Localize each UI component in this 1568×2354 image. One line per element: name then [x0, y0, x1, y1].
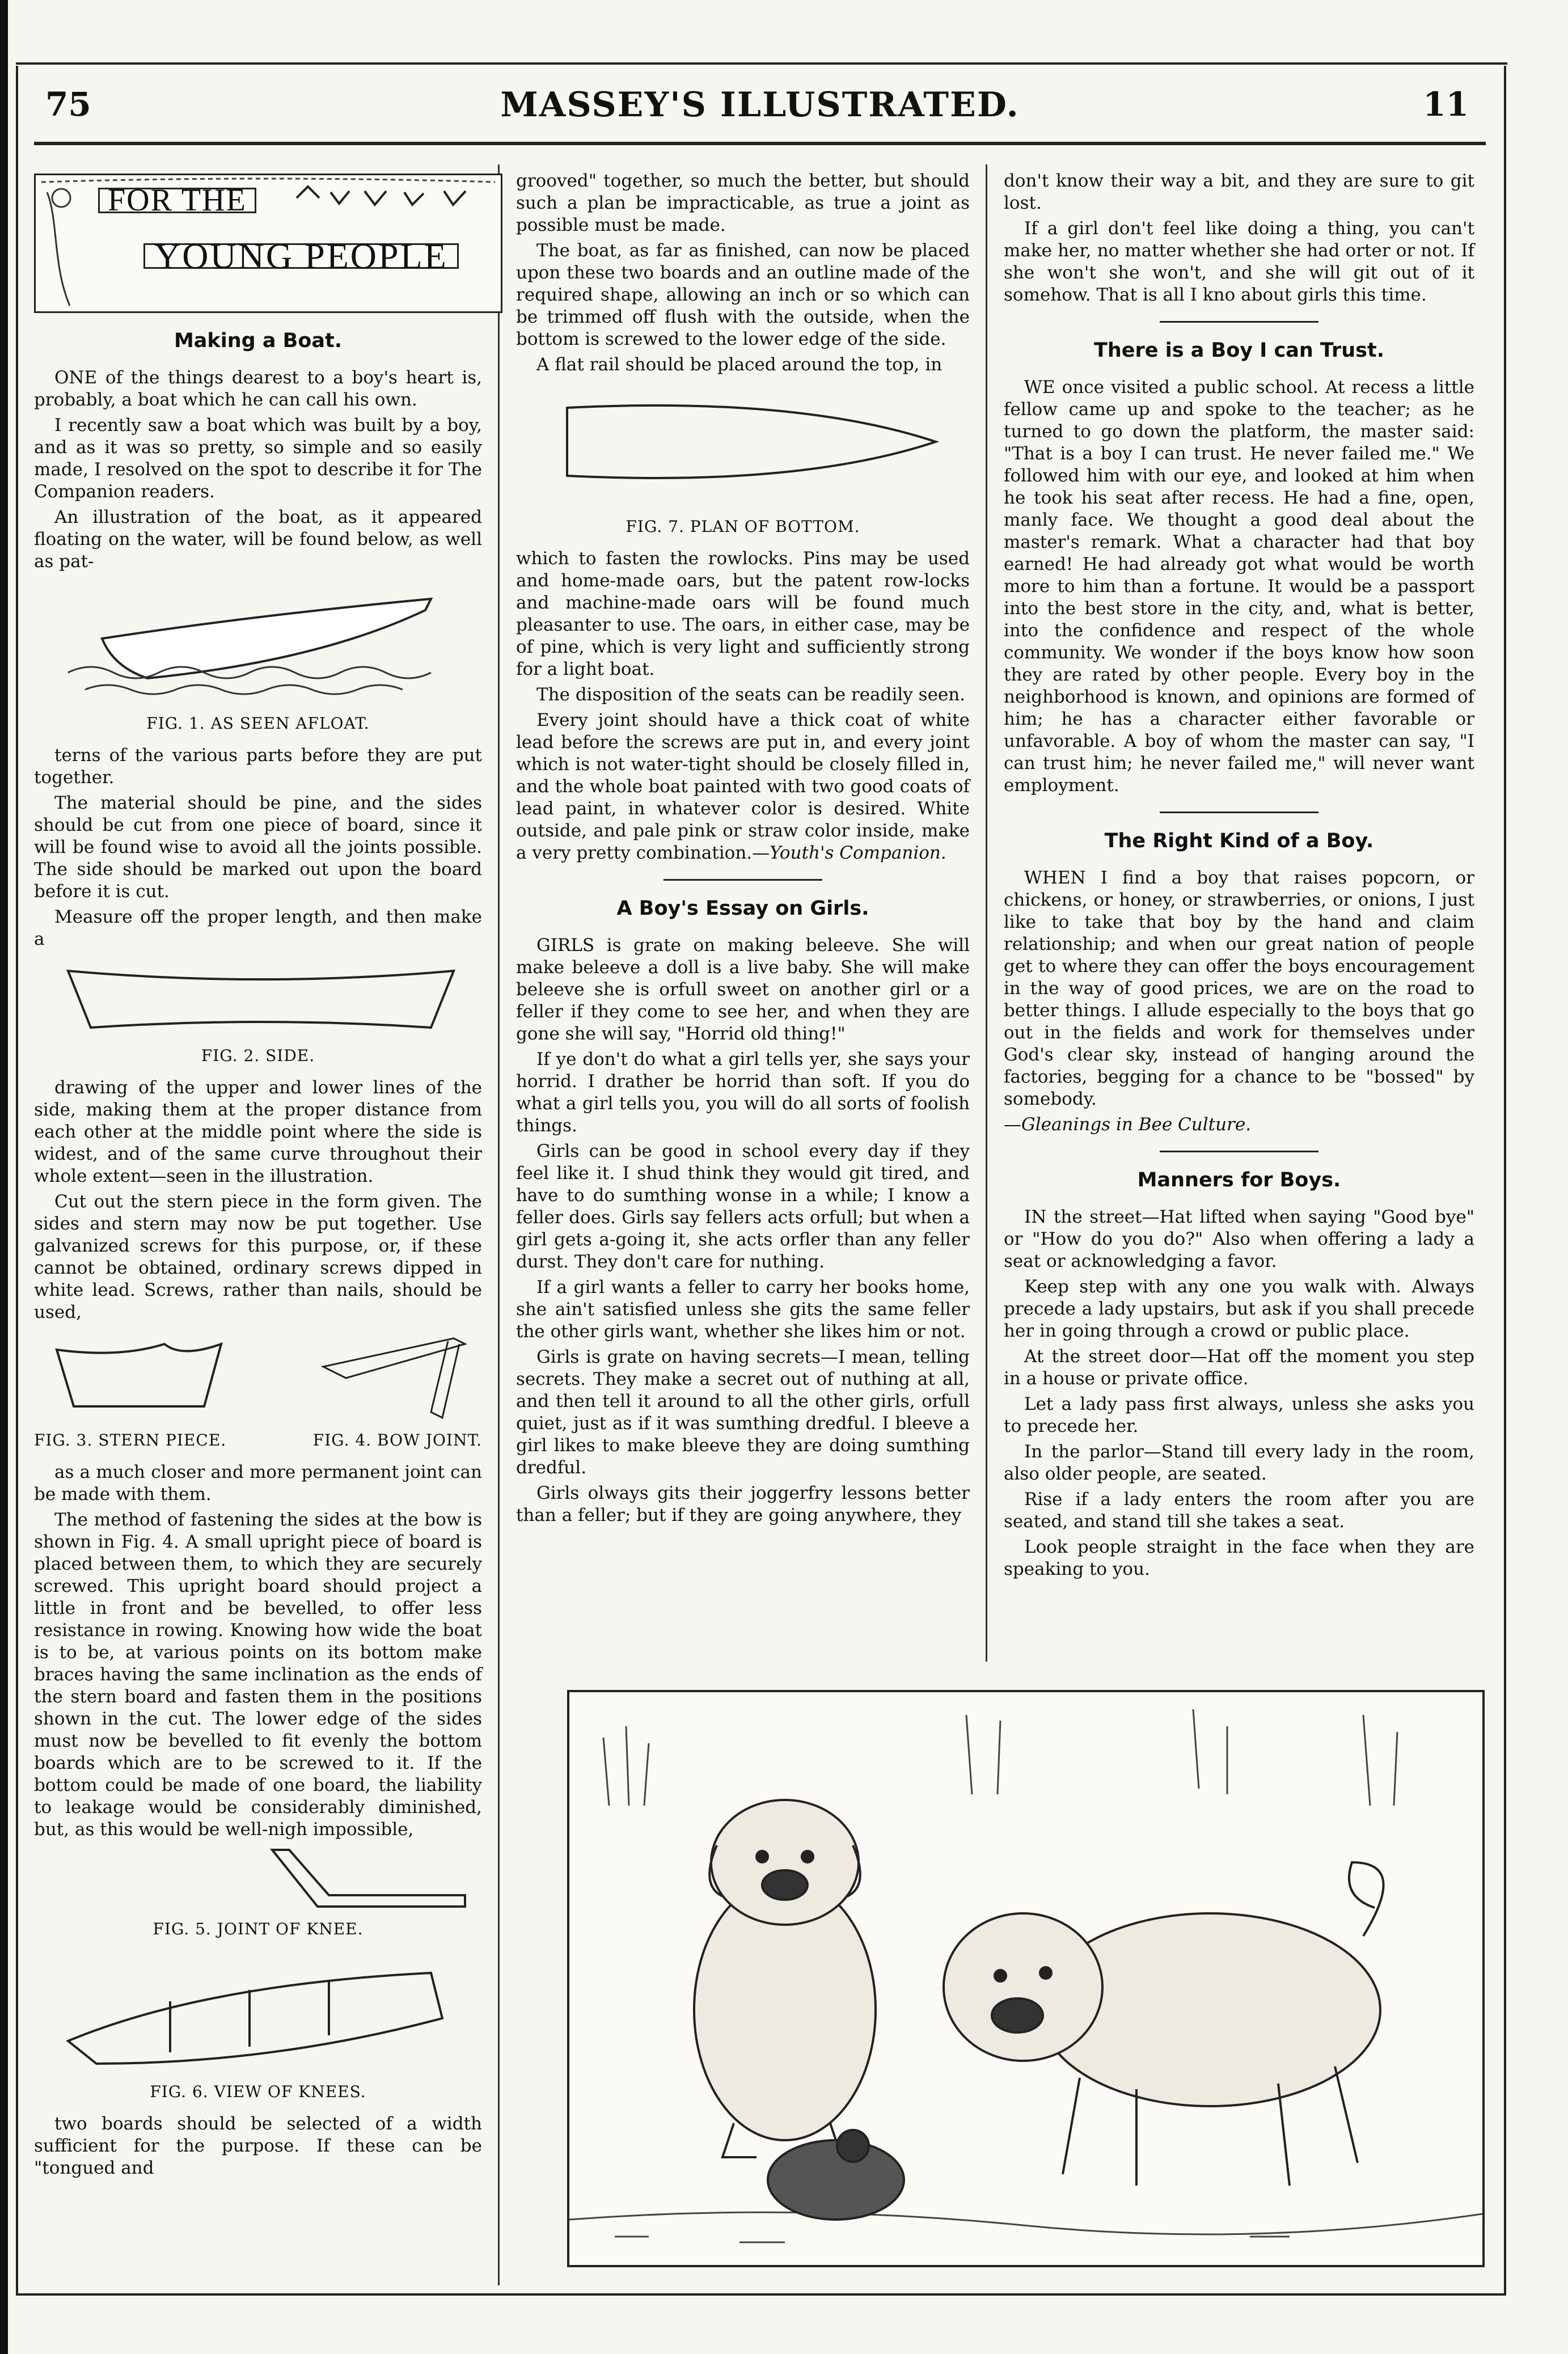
figure-caption: FIG. 4. BOW JOINT.	[312, 1431, 482, 1449]
paragraph: terns of the various parts before they are put together.	[34, 745, 482, 788]
banner-line-2: YOUNG PEOPLE	[143, 243, 459, 269]
binding-edge	[0, 0, 8, 2354]
source-credit: —Gleanings in Bee Culture.	[1004, 1114, 1252, 1135]
header-rule	[34, 142, 1486, 145]
paragraph: Measure off the proper length, and then make a	[34, 907, 482, 949]
article-heading: The Right Kind of a Boy.	[1104, 830, 1374, 852]
paragraph: The boat, as far as finished, can now be placed upon these two boards and an outline made of the required shape, allowing an inch or so which can be trimmed off flush with the outside, when the bottom is screwed to the lower edge of the side.	[516, 240, 970, 349]
page-number-right: 11	[1423, 85, 1469, 124]
page-header	[34, 85, 1486, 130]
paragraph: Girls can be good in school every day if they feel like it. I shud think they would git tired, and have to do sumthing wonse in a while; I know a feller does. Girls say fellers acts orfull; but when a girl gets a-going it, she acts orfler than any feller durst. They don't care for nuthing.	[516, 1141, 970, 1272]
paragraph: The method of fastening the sides at the bow is shown in Fig. 4. A small upright piece of board is placed between them, to which they are securely screwed. This upright board should project a little in front and be bevelled, to offer less resistance in rowing. Knowing how wide the boat is to be, at various points on its bottom make braces having the same inclination as the ends of the stern board and fasten them in the positions shown in the cut. The lower edge of the sides must now be bevelled to fit evenly the bottom boards which are to be screwed to it. If the bottom could be made of one board, the liability to leakage would be considerably diminished, but, as this would be well-nigh impossible,	[34, 1510, 482, 1840]
paragraph: as a much closer and more permanent joint can be made with them.	[34, 1462, 482, 1504]
paragraph: which to fasten the rowlocks. Pins may be used and home-made oars, but the patent row-locks and machine-made oars will be found much pleasanter to use. The oars, in either case, may be of pine, which is very light and sufficiently strong for a light boat.	[516, 548, 970, 679]
banner-line-1: FOR THE	[98, 188, 256, 213]
puppies-illustration	[567, 1690, 1485, 2267]
paragraph: A flat rail should be placed around the top, in	[536, 354, 943, 375]
paragraph: The material should be pine, and the sides should be cut from one piece of board, since it will be found wise to avoid all the joints possible. The side should be marked out upon the board before it is cut.	[34, 793, 482, 902]
article-heading: Manners for Boys.	[1137, 1169, 1341, 1191]
column-1	[34, 170, 482, 2183]
paragraph: IN the street—Hat lifted when saying "Good bye" or "How do you do?" Also when offering a lady a seat or acknowledging a favor.	[1004, 1207, 1474, 1271]
page-number-left: 75	[45, 85, 91, 124]
paragraph: An illustration of the boat, as it appeared floating on the water, will be found below, as well as pat-	[34, 507, 482, 572]
figure-caption: FIG. 1. AS SEEN AFLOAT.	[146, 714, 370, 733]
section-separator	[1160, 812, 1318, 813]
paragraph: drawing of the upper and lower lines of the side, making them at the proper distance from each other at the middle point where the side is widest, and of the same curve throughout their whole extent—seen in the illustration.	[34, 1077, 482, 1186]
source-credit: Youth's Companion.	[770, 843, 946, 863]
view-of-knees-figure	[34, 1950, 482, 2075]
column-divider	[986, 164, 987, 1662]
paragraph: If ye don't do what a girl tells yer, she says your horrid. I drather be horrid than soft. If you do what a girl tells you, you will do all sorts of foolish things.	[516, 1049, 970, 1136]
paragraph: GIRLS is grate on making beleeve. She will make beleeve a doll is a live baby. She will make beleeve she is orfull sweet on another girl or a feller if they come to see her, and when they are gone she will say, "Horrid old thing!"	[516, 935, 970, 1044]
figure-caption: FIG. 3. STERN PIECE.	[34, 1431, 227, 1449]
paragraph: I recently saw a boat which was built by a boy, and as it was so pretty, so simple and so easily made, I resolved on the spot to describe it for The Companion readers.	[34, 415, 482, 502]
paragraph: If a girl wants a feller to carry her books home, she ain't satisfied unless she gits the same feller the other girls want, whether she likes him or not.	[516, 1277, 970, 1342]
paragraph: two boards should be selected of a width sufficient for the purpose. If these can be "tongued and	[34, 2114, 482, 2178]
section-separator	[1160, 1151, 1318, 1152]
paragraph: Look people straight in the face when they are speaking to you.	[1004, 1537, 1474, 1579]
paragraph: WHEN I find a boy that raises popcorn, or chickens, or honey, or strawberries, or onions, I just like to take that boy by the hand and claim relationship; and when our great nation of people get to where they can offer the boys encouragement in the way of good prices, we are on the road to better things. I allude especially to the boys that go out in the fields and work for themselves under God's clear sky, instead of hanging around the factories, begging for a chance to be "bossed" by somebody.	[1004, 868, 1474, 1109]
paragraph: The disposition of the seats can be readily seen.	[536, 684, 966, 705]
paragraph	[516, 709, 970, 864]
knee-joint-figure	[34, 1844, 482, 1912]
plan-of-bottom-figure	[516, 379, 970, 510]
paragraph: Girls is grate on having secrets—I mean, telling secrets. They make a secret out of nuthing at all, and then tell it around to all the other girls, orfull quiet, just as if it was sumthing dredful. I bleeve a girl likes to make bleeve they are doing sumthing dredful.	[516, 1347, 970, 1478]
section-separator	[1160, 321, 1318, 323]
section-banner	[34, 174, 502, 313]
paragraph-text: Every joint should have a thick coat of white lead before the screws are put in, and every joint which is not water-tight should be closely filled in, and the whole boat painted with two good coats of lead paint, in whatever color is desired. White outside, and pale pink or straw color inside, make a very pretty combination.—	[516, 710, 970, 863]
paragraph: Girls olways gits their joggerfry lessons better than a feller; but if they are going anywhere, they	[516, 1483, 970, 1525]
article-heading: Making a Boat.	[174, 329, 343, 352]
article-heading: A Boy's Essay on Girls.	[616, 897, 869, 920]
figure-caption: FIG. 5. JOINT OF KNEE.	[153, 1920, 364, 1938]
column-3	[1004, 170, 1474, 1584]
paragraph: Keep step with any one you walk with. Always precede a lady upstairs, but ask if you shall precede her in going through a crowd or public place.	[1004, 1277, 1474, 1341]
stern-and-bow-figure	[34, 1327, 482, 1423]
top-rule	[16, 62, 1507, 65]
frog	[768, 2130, 904, 2220]
paragraph: Cut out the stern piece in the form given. The sides and stern may now be put together. Use galvanized screws for this purpose, or, if these cannot be obtained, ordinary screws dipped in white lead. Screws, rather than nails, should be used,	[34, 1191, 482, 1322]
puppies-engraving	[569, 1692, 1482, 2265]
paragraph: don't know their way a bit, and they are sure to git lost.	[1004, 171, 1474, 213]
paragraph: At the street door—Hat off the moment you step in a house or private office.	[1004, 1346, 1474, 1389]
puppy-standing	[944, 1862, 1384, 2186]
paragraph: If a girl don't feel like doing a thing, you can't make her, no matter whether she had orter or not. If she won't she won't, and she will git out of it somehow. That is all I kno about girls this time.	[1004, 218, 1474, 305]
boat-afloat-figure	[34, 576, 482, 707]
side-figure	[34, 954, 482, 1039]
paragraph: ONE of the things dearest to a boy's heart is, probably, a boat which he can call his own.	[34, 367, 482, 410]
article-heading: There is a Boy I can Trust.	[1094, 339, 1384, 362]
figure-caption: FIG. 7. PLAN OF BOTTOM.	[625, 517, 860, 536]
column-2	[516, 170, 970, 1530]
column-divider	[498, 164, 500, 2285]
paragraph: Rise if a lady enters the room after you are seated, and stand till she takes a seat.	[1004, 1489, 1474, 1532]
paragraph: In the parlor—Stand till every lady in the room, also older people, are seated.	[1004, 1442, 1474, 1484]
figure-caption: FIG. 2. SIDE.	[201, 1046, 315, 1065]
page-title: MASSEY'S ILLUSTRATED.	[500, 85, 1020, 125]
paragraph: grooved" together, so much the better, but should such a plan be impracticable, as true a joint as possible must be made.	[516, 171, 970, 235]
paragraph: WE once visited a public school. At recess a little fellow came up and spoke to the teacher; as he turned to go down the platform, the master said: "That is a boy I can trust. He never failed me." We followed him with our eye, and looked at him when he took his seat after recess. He had a fine, open, manly face. We thought a good deal about the master's remark. What a character had that boy earned! He had already got what would be worth more to him than a fortune. It would be a passport into the best store in the city, and, what is better, into the confidence and respect of the whole community. We wonder if the boys know how soon they are rated by other people. Every boy in the neighborhood is known, and opinions are formed of him; he has a character either favorable or unfavorable. A boy of whom the master can say, "I can trust him; he never failed me," will never want employment.	[1004, 377, 1474, 796]
figure-caption: FIG. 6. VIEW OF KNEES.	[150, 2082, 366, 2101]
puppy-sitting	[694, 1800, 876, 2157]
paragraph: Let a lady pass first always, unless she asks you to precede her.	[1004, 1394, 1474, 1436]
section-separator	[663, 879, 822, 881]
